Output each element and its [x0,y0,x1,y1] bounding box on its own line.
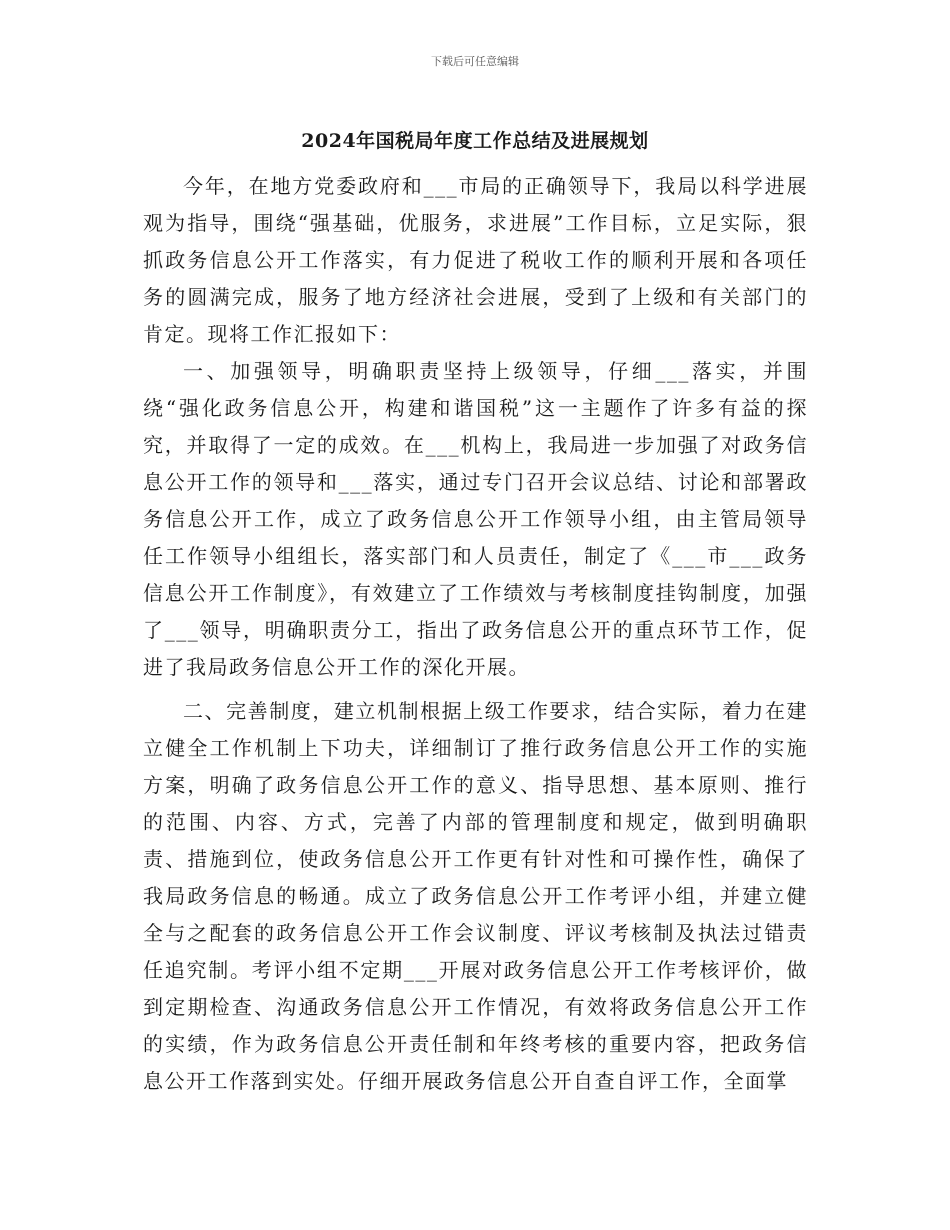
paragraph-section-1: 一、加强领导，明确职责坚持上级领导，仔细___落实，并围绕“强化政务信息公开，构建和谐国税”这一主题作了许多有益的探究，并取得了一定的成效。在___机构上，我局进一步加强了对政务信息公开工作的领导和___落实，通过专门召开会议总结、讨论和部署政务信息公开工作，成立了政务信息公开工作领导小组，由主管局领导任工作领导小组组长，落实部门和人员责任，制定了《___市___政务信息公开工作制度》，有效建立了工作绩效与考核制度挂钩制度，加强了___领导，明确职责分工，指出了政务信息公开的重点环节工作，促进了我局政务信息公开工作的深化开展。 [143,359,808,679]
document-title: 2024年国税局年度工作总结及进展规划 [301,130,649,152]
document-body [143,168,808,1100]
paragraph-intro: 今年，在地方党委政府和___市局的正确领导下，我局以科学进展观为指导，围绕“强基础，优服务，求进展”工作目标，立足实际，狠抓政务信息公开工作落实，有力促进了税收工作的顺利开展和各项任务的圆满完成，服务了地方经济社会进展，受到了上级和有关部门的肯定。现将工作汇报如下： [143,174,808,346]
page-header-note: 下载后可任意编辑 [431,55,519,68]
paragraph-section-2: 二、完善制度，建立机制根据上级工作要求，结合实际，着力在建立健全工作机制上下功夫，详细制订了推行政务信息公开工作的实施方案，明确了政务信息公开工作的意义、指导思想、基本原则、推行的范围、内容、方式，完善了内部的管理制度和规定，做到明确职责、措施到位，使政务信息公开工作更有针对性和可操作性，确保了我局政务信息的畅通。成立了政务信息公开工作考评小组，并建立健全与之配套的政务信息公开工作会议制度、评议考核制及执法过错责任追究制。考评小组不定期___开展对政务信息公开工作考核评价，做到定期检查、沟通政务信息公开工作情况，有效将政务信息公开工作的实绩，作为政务信息公开责任制和年终考核的重要内容，把政务信息公开工作落到实处。仔细开展政务信息公开自查自评工作，全面掌 [143,699,808,1093]
